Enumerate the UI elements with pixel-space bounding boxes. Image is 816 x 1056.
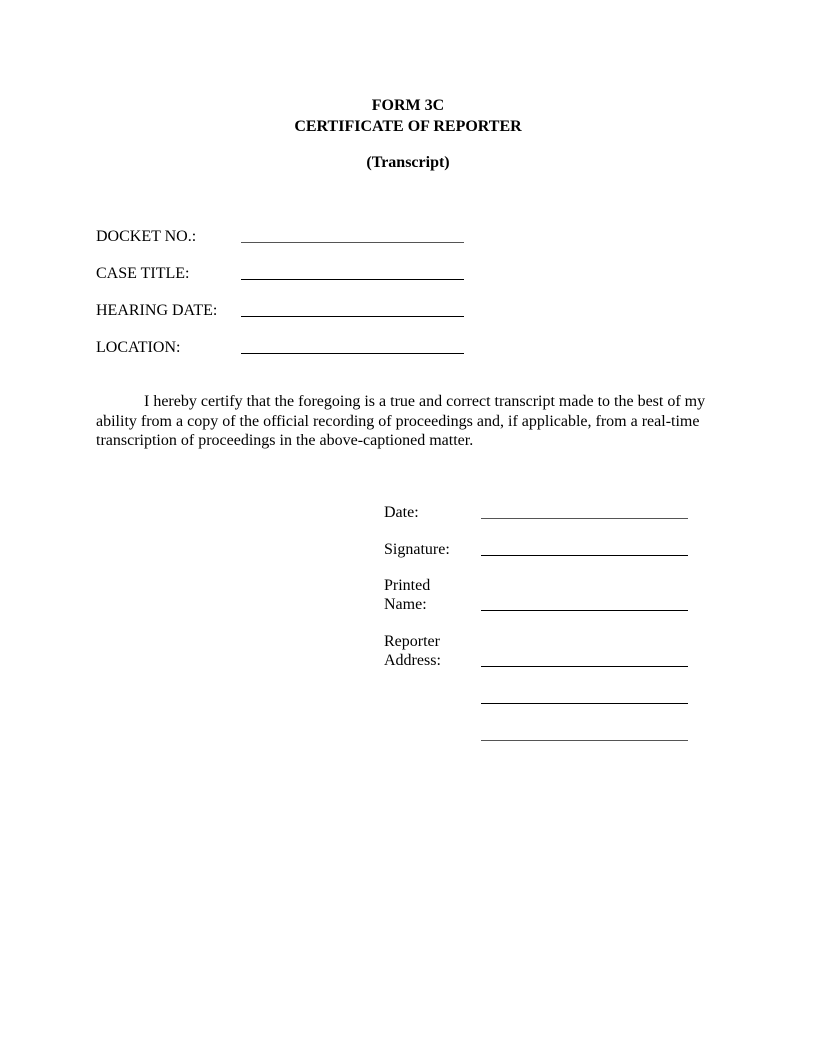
location-label: LOCATION: xyxy=(96,339,181,356)
docket-no-field[interactable] xyxy=(241,242,464,243)
reporter-address-field-line2[interactable] xyxy=(481,703,688,704)
signature-field[interactable] xyxy=(481,555,688,556)
reporter-address-field-line3[interactable] xyxy=(481,740,688,741)
date-field[interactable] xyxy=(481,518,688,519)
printed-name-label-line1: Printed xyxy=(384,577,431,594)
form-number: FORM 3C xyxy=(371,97,445,114)
printed-name-label-line2: Name: xyxy=(384,596,427,613)
form-title: CERTIFICATE OF REPORTER xyxy=(294,118,522,135)
location-field[interactable] xyxy=(241,353,464,354)
reporter-address-label-line1: Reporter xyxy=(384,633,440,650)
hearing-date-field[interactable] xyxy=(241,316,464,317)
printed-name-field[interactable] xyxy=(481,610,688,611)
case-title-field[interactable] xyxy=(241,279,464,280)
docket-no-label: DOCKET NO.: xyxy=(96,228,197,245)
signature-label: Signature: xyxy=(384,541,450,558)
certification-paragraph: I hereby certify that the foregoing is a true and correct transcript made to the best of my ability from a copy of the official recording of proceedings and, if applicable, from a real-time transcription of proceedings in the above-captioned matter. xyxy=(96,393,706,449)
date-label: Date: xyxy=(384,504,419,521)
reporter-address-label-line2: Address: xyxy=(384,652,441,669)
reporter-address-field-line1[interactable] xyxy=(481,666,688,667)
hearing-date-label: HEARING DATE: xyxy=(96,302,218,319)
case-title-label: CASE TITLE: xyxy=(96,265,190,282)
form-subtitle: (Transcript) xyxy=(366,154,450,171)
